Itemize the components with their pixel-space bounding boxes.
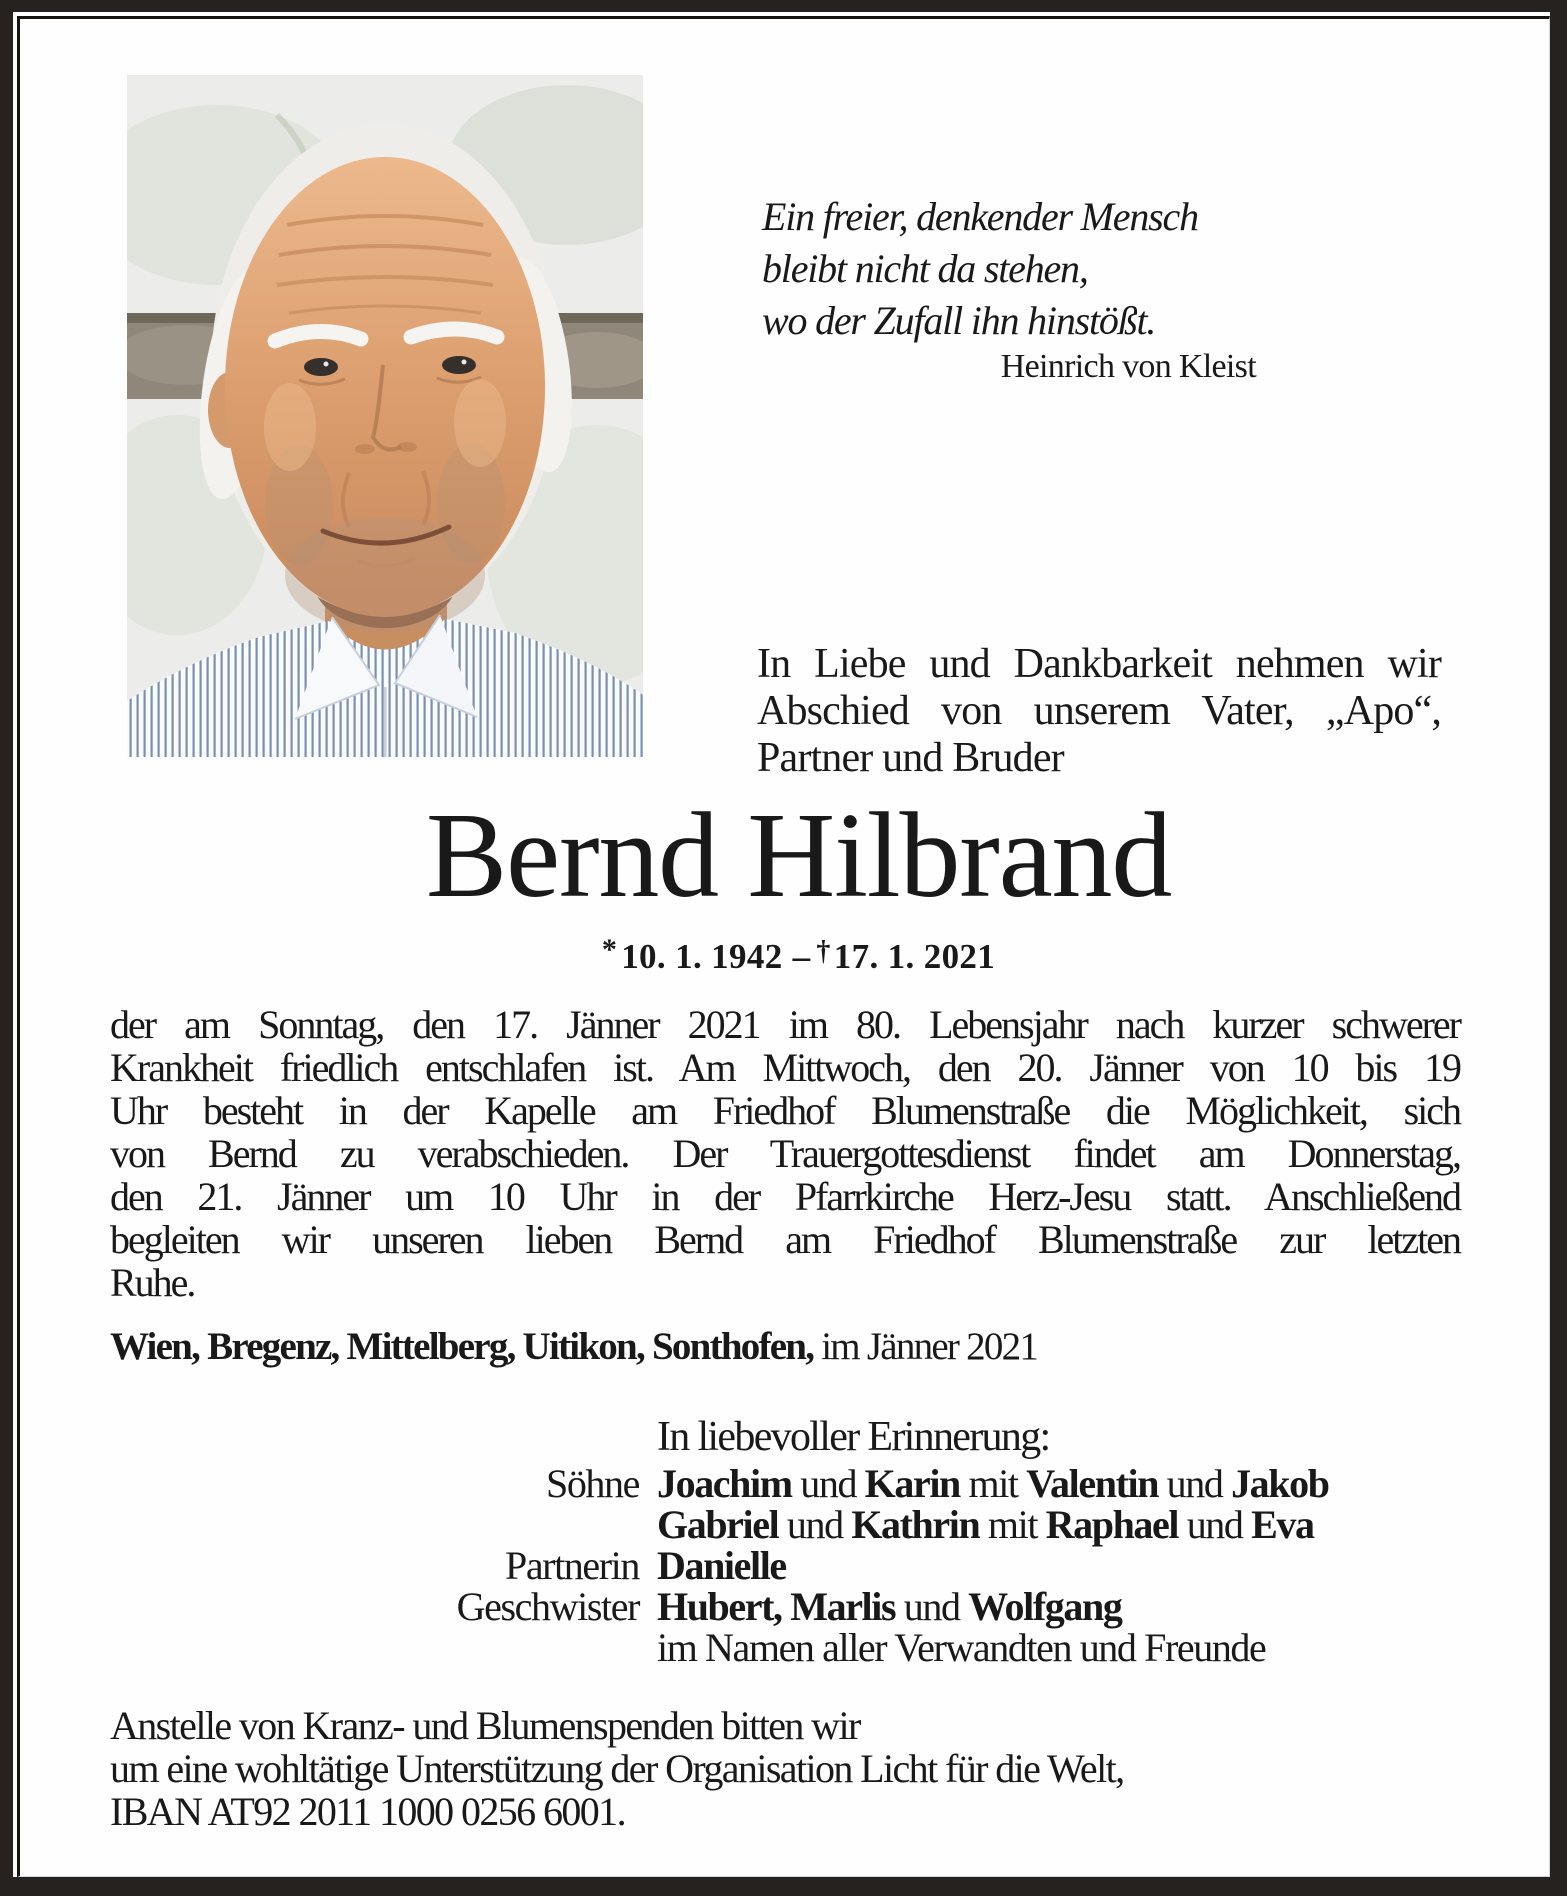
deceased-name: Bernd Hilbrand: [425, 788, 1172, 923]
text-segment: mit: [959, 1461, 1027, 1506]
life-dates: [20, 933, 1549, 980]
text-segment: und: [895, 1584, 969, 1629]
name-bold: Wolfgang: [968, 1584, 1122, 1629]
text-segment: im Namen aller Verwandten und Freunde: [657, 1625, 1266, 1670]
name-bold: Karin: [864, 1461, 960, 1506]
family-role-label: Söhne: [545, 1461, 639, 1506]
name-bold: Wien, Bregenz, Mittelberg, Uitikon, Sonthofen,: [110, 1325, 814, 1368]
family-row: [110, 1627, 1470, 1668]
name-bold: Eva: [1251, 1502, 1314, 1547]
name-bold: Danielle: [657, 1543, 786, 1588]
intro-line: Partner und Bruder: [757, 735, 1064, 781]
family-role-label: Geschwister: [456, 1584, 639, 1629]
donation-line: Anstelle von Kranz- und Blumenspenden bitten wir: [110, 1703, 860, 1748]
dateline: [110, 1325, 1037, 1369]
portrait-illustration: [127, 75, 643, 757]
birth-star-symbol: *: [601, 933, 618, 966]
announcement-line: Krankheit friedlich entschlafen ist. Am Mittwoch, den 20. Jänner von 10 bis 19: [110, 1045, 1460, 1090]
announcement-line: der am Sonntag, den 17. Jänner 2021 im 80. Lebensjahr nach kurzer schwerer: [110, 1002, 1460, 1047]
intro-line: In Liebe und Dankbarkeit nehmen wir: [757, 641, 1441, 687]
page-mat: [13, 12, 1550, 1877]
quote-block: [762, 191, 1262, 387]
name-bold: Valentin: [1026, 1461, 1159, 1506]
quote-line: wo der Zufall ihn hinstößt.: [762, 298, 1156, 343]
obituary-sheet: [17, 16, 1550, 1877]
family-row: [110, 1545, 1470, 1586]
family-role-label: Partnerin: [504, 1543, 639, 1588]
quote-line: Ein freier, denkender Mensch: [762, 194, 1198, 239]
family-names: [657, 1545, 1470, 1586]
donation-line: IBAN AT92 2011 1000 0256 6001.: [110, 1789, 625, 1834]
birth-date: 10. 1. 1942: [621, 937, 783, 976]
family-list: [110, 1463, 1470, 1668]
name-bold: Joachim: [657, 1461, 792, 1506]
portrait-photo: [127, 75, 643, 757]
intro-block: [757, 641, 1441, 782]
family-row: [110, 1504, 1470, 1545]
family-role-label: [110, 1627, 639, 1668]
quote-line: bleibt nicht da stehen,: [762, 246, 1088, 291]
family-names: [657, 1586, 1470, 1627]
dates-separator: –: [792, 937, 811, 976]
text-segment: und: [778, 1502, 852, 1547]
intro-line: Abschied von unserem Vater, „Apo“,: [757, 688, 1441, 734]
family-role-label: [110, 1504, 639, 1545]
name-bold: Gabriel: [657, 1502, 779, 1547]
name-bold: Raphael: [1045, 1502, 1179, 1547]
remembrance-heading: In liebevoller Erinnerung:: [657, 1414, 1050, 1460]
family-names: [657, 1504, 1470, 1545]
death-cross-symbol: †: [816, 936, 831, 967]
family-names: [657, 1627, 1470, 1668]
announcement-line: Ruhe.: [110, 1260, 195, 1305]
announcement-line: von Bernd zu verabschieden. Der Trauergottesdienst findet am Donnerstag,: [110, 1131, 1460, 1176]
donation-line: um eine wohltätige Unterstützung der Organisation Licht für die Welt,: [110, 1746, 1124, 1791]
death-date: 17. 1. 2021: [833, 937, 996, 976]
name-bold: Kathrin: [851, 1502, 980, 1547]
announcement-line: begleiten wir unseren lieben Bernd am Friedhof Blumenstraße zur letzten: [110, 1217, 1460, 1262]
donation-text: [110, 1704, 1470, 1833]
text-segment: und: [1158, 1461, 1232, 1506]
text-segment: im Jänner 2021: [813, 1325, 1038, 1368]
family-row: [110, 1463, 1470, 1504]
name-bold: Hubert, Marlis: [657, 1584, 896, 1629]
family-names: [657, 1463, 1470, 1504]
announcement-line: den 21. Jänner um 10 Uhr in der Pfarrkirche Herz-Jesu statt. Anschließend: [110, 1174, 1460, 1219]
family-row: [110, 1586, 1470, 1627]
text-segment: und: [791, 1461, 865, 1506]
announcement-line: Uhr besteht in der Kapelle am Friedhof Blumenstraße die Möglichkeit, sich: [110, 1088, 1460, 1133]
text-segment: mit: [979, 1502, 1046, 1547]
text-segment: und: [1178, 1502, 1252, 1547]
name-bold: Jakob: [1231, 1461, 1329, 1506]
announcement-text: [110, 1003, 1460, 1304]
quote-attribution: Heinrich von Kleist: [1000, 348, 1256, 385]
